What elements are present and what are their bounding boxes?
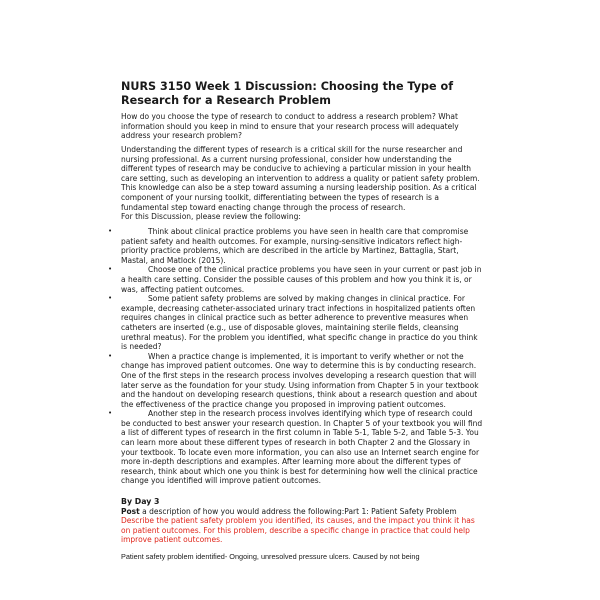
by-day-heading: By Day 3: [121, 497, 160, 506]
list-item: [108, 294, 483, 352]
list-item: [108, 265, 483, 294]
bullet-text: When a practice change is implemented, it is important to verify whether or not the change has improved patient outcomes. One way to determine this is by conducting research. One of the first steps in the research process involves developing a research question that will later serve as the foundation for your study. Using information from Chapter 5 in your textbook and the handout on developing research questions, think about a research question and about the effectiveness of the practice change you proposed in improving patient outcomes.: [121, 351, 479, 409]
review-intro: For this Discussion, please review the following:: [121, 212, 301, 221]
guidance-bullet-list: [108, 227, 483, 486]
bullet-icon: •: [108, 265, 113, 274]
bullet-text: Some patient safety problems are solved by making changes in clinical practice. For example, decreasing catheter-associated urinary tract infections in hospitalized patients often requires changes in clinical practice such as better adherence to preventive measures when catheters are inserted (e.g., use of disposable gloves, maintaining sterile fields, cleansing urethral meatus). For the problem you identified, what specific change in practice do you think is needed?: [121, 294, 478, 352]
answer-start: Patient safety problem identified- Ongoing, unresolved pressure ulcers. Caused by not being: [121, 552, 420, 561]
document-title: NURS 3150 Week 1 Discussion: Choosing the Type of Research for a Research Problem: [121, 80, 454, 107]
red-instruction: Describe the patient safety problem you identified, its causes, and the impact you think it has on patient outcomes. For this problem, describe a specific change in practice that could help improve patient outcomes.: [121, 516, 475, 545]
post-label: Post: [121, 507, 140, 516]
understanding-paragraph: Understanding the different types of research is a critical skill for the nurse researcher and nursing professional. As a current nursing professional, consider how understanding the different types of research may be conducive to achieving a particular mission in your health care setting, such as developing an intervention to address a quality or patient safety problem. This knowledge can also be a step toward assuming a nursing leadership position. As a critical component of your nursing toolkit, differentiating between the types of research is a fundamental step toward enacting change through the process of research.: [121, 145, 480, 212]
list-item: [108, 409, 483, 486]
bullet-text: Think about clinical practice problems you have seen in health care that compromise patient safety and health outcomes. For example, nursing-sensitive indicators reflect high-priority practice problems, which are described in the article by Martinez, Battaglia, Start, Mastal, and Matlock (2015).: [121, 227, 469, 265]
intro-paragraph: How do you choose the type of research to conduct to address a research problem? What information should you keep in mind to ensure that your research process will adequately address your research problem?: [121, 112, 459, 141]
bullet-text: Another step in the research process involves identifying which type of research could be conducted to best answer your research question. In Chapter 5 of your textbook you will find a list of different types of research in the first column in Table 5-1, Table 5-2, and Table 5-3. You can learn more about these different types of research in both Chapter 2 and the Glossary in your textbook. To locate even more information, you can also use an Internet search engine for more in-depth descriptions and examples. After learning more about the different types of research, think about which one you think is best for determining how well the clinical practice change you identified will improve patient outcomes.: [121, 409, 483, 486]
bullet-icon: •: [108, 409, 113, 418]
post-text: a description of how you would address the following:Part 1: Patient Safety Problem: [139, 507, 457, 516]
bullet-icon: •: [108, 227, 113, 235]
bullet-icon: •: [108, 351, 113, 360]
bullet-icon: •: [108, 294, 113, 303]
list-item: [108, 352, 483, 410]
list-item: [108, 227, 483, 265]
bullet-text: Choose one of the clinical practice problems you have seen in your current or past job in a health care setting. Consider the possible causes of this problem and how you think it is, or was, affecting patient outcomes.: [121, 265, 482, 294]
